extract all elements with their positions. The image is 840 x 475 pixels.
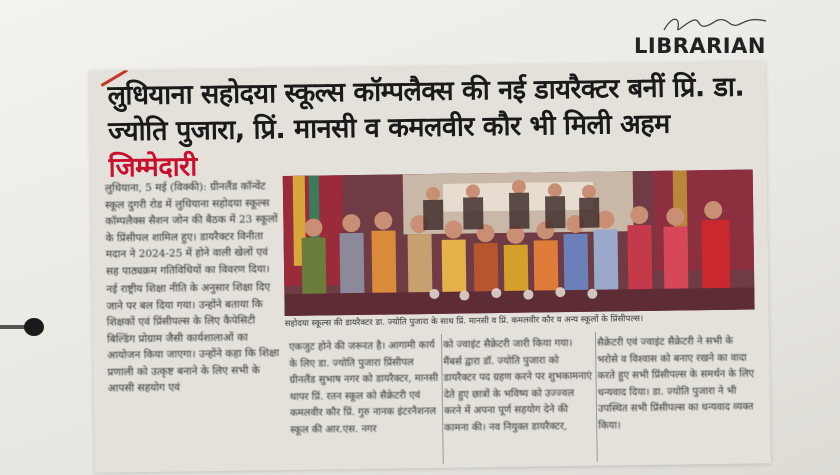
article-headline xyxy=(107,69,758,186)
newspaper-clipping xyxy=(89,61,771,472)
stamp-label: LIBRARIAN xyxy=(634,34,766,58)
headline-line-1: लुधियाना सहोदया स्कूल्स कॉम्पलैक्स की नई डायरैक्टर बनीं प्रिं. डा. xyxy=(107,71,745,112)
librarian-stamp xyxy=(632,12,782,64)
group-photo xyxy=(283,169,755,316)
article-column-4: सैक्रेटरी एवं ज्वाइंट सैक्रेटरी ने सभी के भरोसे व विश्वास को बनाए रखने का वादा करते हुए सभी प्रिंसीपल्स के समर्थन के लिए धन्यवाद दिया। डा. ज्योति पुजारा ने भी उपस्थित सभी प्रिंसीपल्स का धन्यवाद व्यक्त किया। xyxy=(597,335,755,432)
article-column-left xyxy=(105,178,285,470)
photo-caption: सहोदया स्कूल्स की डायरैक्टर डा. ज्योति पुजारा के साथ प्रिं. मानसी व प्रिं. कमलवीर कौर व अन्य स्कूलों के प्रिंसीपल्स। xyxy=(284,314,644,330)
headline-highlight: जिम्मेदारी xyxy=(108,151,197,184)
librarian-signature xyxy=(654,12,774,36)
article-paragraph-1: लुधियाना, 5 मई (विक्की): ग्रीनलैंड कॉन्वेंट स्कूल दुगरी रोड में लुधियाना सहोदया स्कूल्स कॉम्पलैक्स सैशन जोन की बैठक में 23 स्कूलों के प्रिंसीपल शामिल हुए। डायरैक्टर विनीता मदान ने 2024-25 में होने वाली खेलों एवं सह पाठ्यक्रम गतिविधियों का विवरण दिया। xyxy=(104,180,278,278)
article-column-2: एकजुट होने की जरूरत है। आगामी कार्य के लिए डा. ज्योति पुजारा प्रिंसीपल ग्रीनलैंड सुभाष नगर को डायरैक्टर, मानसी थापर प्रिं. रतन स्कूल को सैक्रेटरी एवं कमलवीर कौर प्रिं. गुरु नानक इंटरनैशनल स्कूल की आर.एस. नगर xyxy=(289,339,439,436)
headline-line-2-text: ज्योति पुजारा, प्रिं. मानसी व कमलवीर कौर भी मिली अहम xyxy=(107,108,671,148)
article-paragraph-2: नई राष्ट्रीय शिक्षा नीति के अनुसार शिक्षा दिए जाने पर बल दिया गया। उन्होंने बताया कि शिक्षकों एवं प्रिंसीपल्स के लिए कैपेसिटी बिल्डिंग प्रोग्राम जैसी कार्यशालाओं का आयोजन किया जाएगा। उन्होंने कहा कि शिक्षा प्रणाली को उत्कृष्ट बनाने के लिए सभी के आपसी सहयोग एवं xyxy=(106,281,280,395)
push-pin-icon xyxy=(0,316,46,338)
article-column-3: को ज्वाइंट सैक्रेटरी जारी किया गया। मैंबर्स द्वारा डॉ. ज्योति पुजारा को डायरैक्टर पद ग्रहण करने पर शुभकामनाएं देते हुए छात्रों के भविष्य को उज्ज्वल करने में अपना पूर्ण सहयोग देने की कामना की। नव नियुक्त डायरैक्टर, xyxy=(443,338,592,434)
